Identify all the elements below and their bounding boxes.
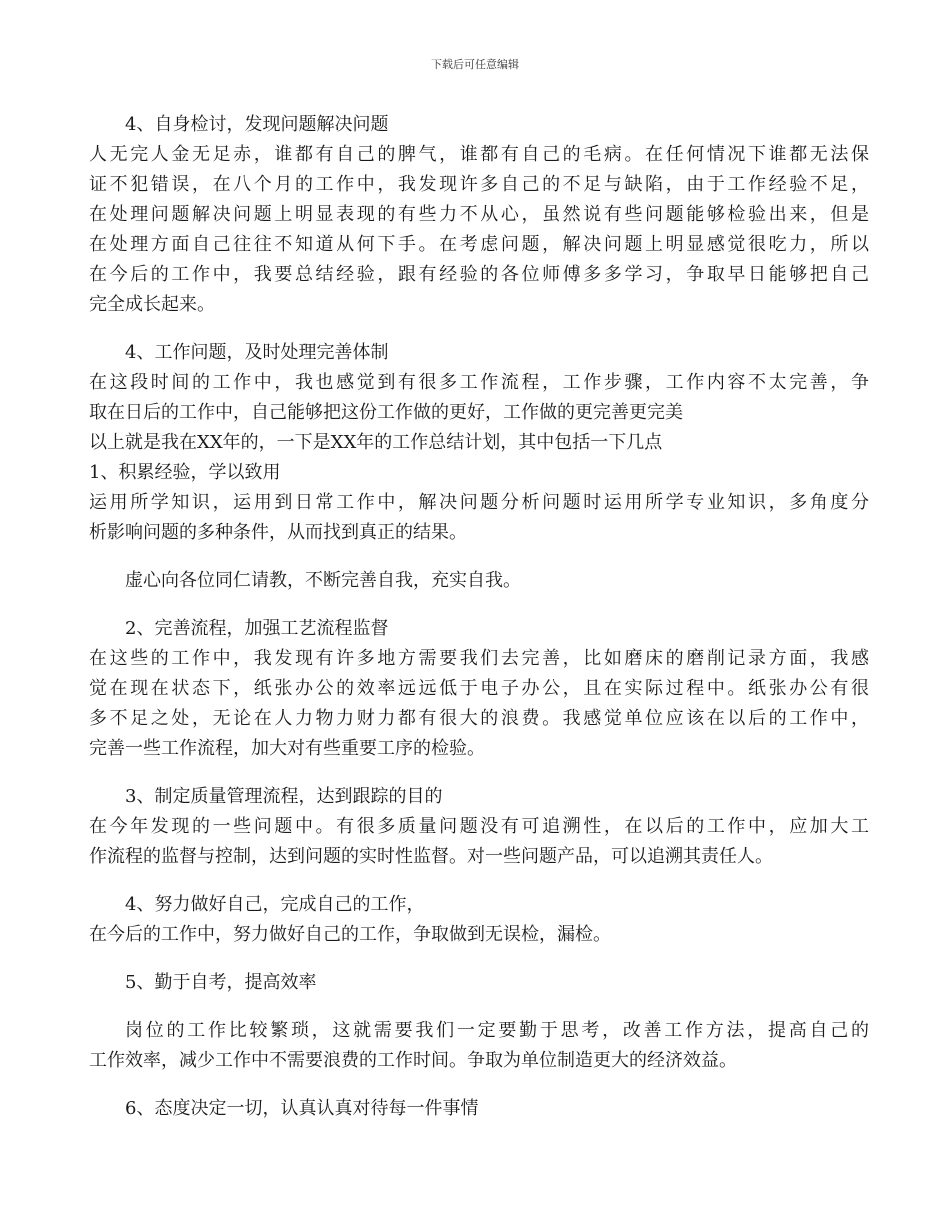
paragraph-line: 完全成长起来。 [89, 294, 215, 315]
paragraph-line: 在这些的工作中，我发现有许多地方需要我们去完善，比如磨床的磨削记录方面，我感 [89, 648, 869, 669]
section-heading: 6、态度决定一切，认真认真对待每一件事情 [125, 1098, 479, 1119]
section-heading: 3、制定质量管理流程，达到跟踪的目的 [125, 786, 443, 807]
paragraph-line: 以上就是我在XX年的，一下是XX年的工作总结计划，其中包括一下几点 [89, 432, 663, 453]
document-body [89, 110, 869, 1124]
paragraph-line: 析影响问题的多种条件，从而找到真正的结果。 [89, 522, 467, 543]
paragraph-line: 人无完人金无足赤，谁都有自己的脾气，谁都有自己的毛病。在任何情况下谁都无法保 [89, 144, 869, 165]
section-heading: 1、积累经验，学以致用 [89, 462, 281, 483]
section-heading: 4、努力做好自己，完成自己的工作， [125, 894, 425, 915]
paragraph-line: 在今年发现的一些问题中。有很多质量问题没有可追溯性，在以后的工作中，应加大工 [89, 816, 869, 837]
section-heading: 5、勤于自考，提高效率 [125, 972, 317, 993]
section-heading: 2、完善流程，加强工艺流程监督 [125, 618, 389, 639]
paragraph-line: 运用所学知识，运用到日常工作中，解决问题分析问题时运用所学专业知识，多角度分 [89, 492, 869, 513]
paragraph-line: 多不足之处，无论在人力物力财力都有很大的浪费。我感觉单位应该在以后的工作中， [89, 708, 869, 729]
paragraph-line: 在处理问题解决问题上明显表现的有些力不从心，虽然说有些问题能够检验出来，但是 [89, 204, 869, 225]
paragraph-line: 在这段时间的工作中，我也感觉到有很多工作流程，工作步骤，工作内容不太完善，争 [89, 372, 869, 393]
paragraph-line: 在今后的工作中，努力做好自己的工作，争取做到无误检，漏检。 [89, 924, 611, 945]
section-heading: 4、自身检讨，发现问题解决问题 [125, 114, 389, 135]
paragraph-line: 取在日后的工作中，自己能够把这份工作做的更好，工作做的更完善更完美 [89, 402, 683, 423]
paragraph-line: 虚心向各位同仁请教，不断完善自我，充实自我。 [125, 570, 521, 591]
paragraph-line: 觉在现在状态下，纸张办公的效率远远低于电子办公，且在实际过程中。纸张办公有很 [89, 678, 869, 699]
paragraph-line: 工作效率，减少工作中不需要浪费的工作时间。争取为单位制造更大的经济效益。 [89, 1050, 737, 1071]
paragraph-line: 在今后的工作中，我要总结经验，跟有经验的各位师傅多多学习，争取早日能够把自己 [89, 264, 869, 285]
paragraph-line: 完善一些工作流程，加大对有些重要工序的检验。 [89, 738, 485, 759]
paragraph-line: 在处理方面自己往往不知道从何下手。在考虑问题，解决问题上明显感觉很吃力，所以 [89, 234, 869, 255]
paragraph-line: 岗位的工作比较繁琐，这就需要我们一定要勤于思考，改善工作方法，提高自己的 [125, 1020, 869, 1041]
page-header: 下载后可任意编辑 [431, 58, 519, 71]
paragraph-line: 作流程的监督与控制，达到问题的实时性监督。对一些问题产品，可以追溯其责任人。 [89, 846, 773, 867]
paragraph-line: 证不犯错误，在八个月的工作中，我发现许多自己的不足与缺陷，由于工作经验不足， [89, 174, 869, 195]
section-heading: 4、工作问题，及时处理完善体制 [125, 342, 389, 363]
